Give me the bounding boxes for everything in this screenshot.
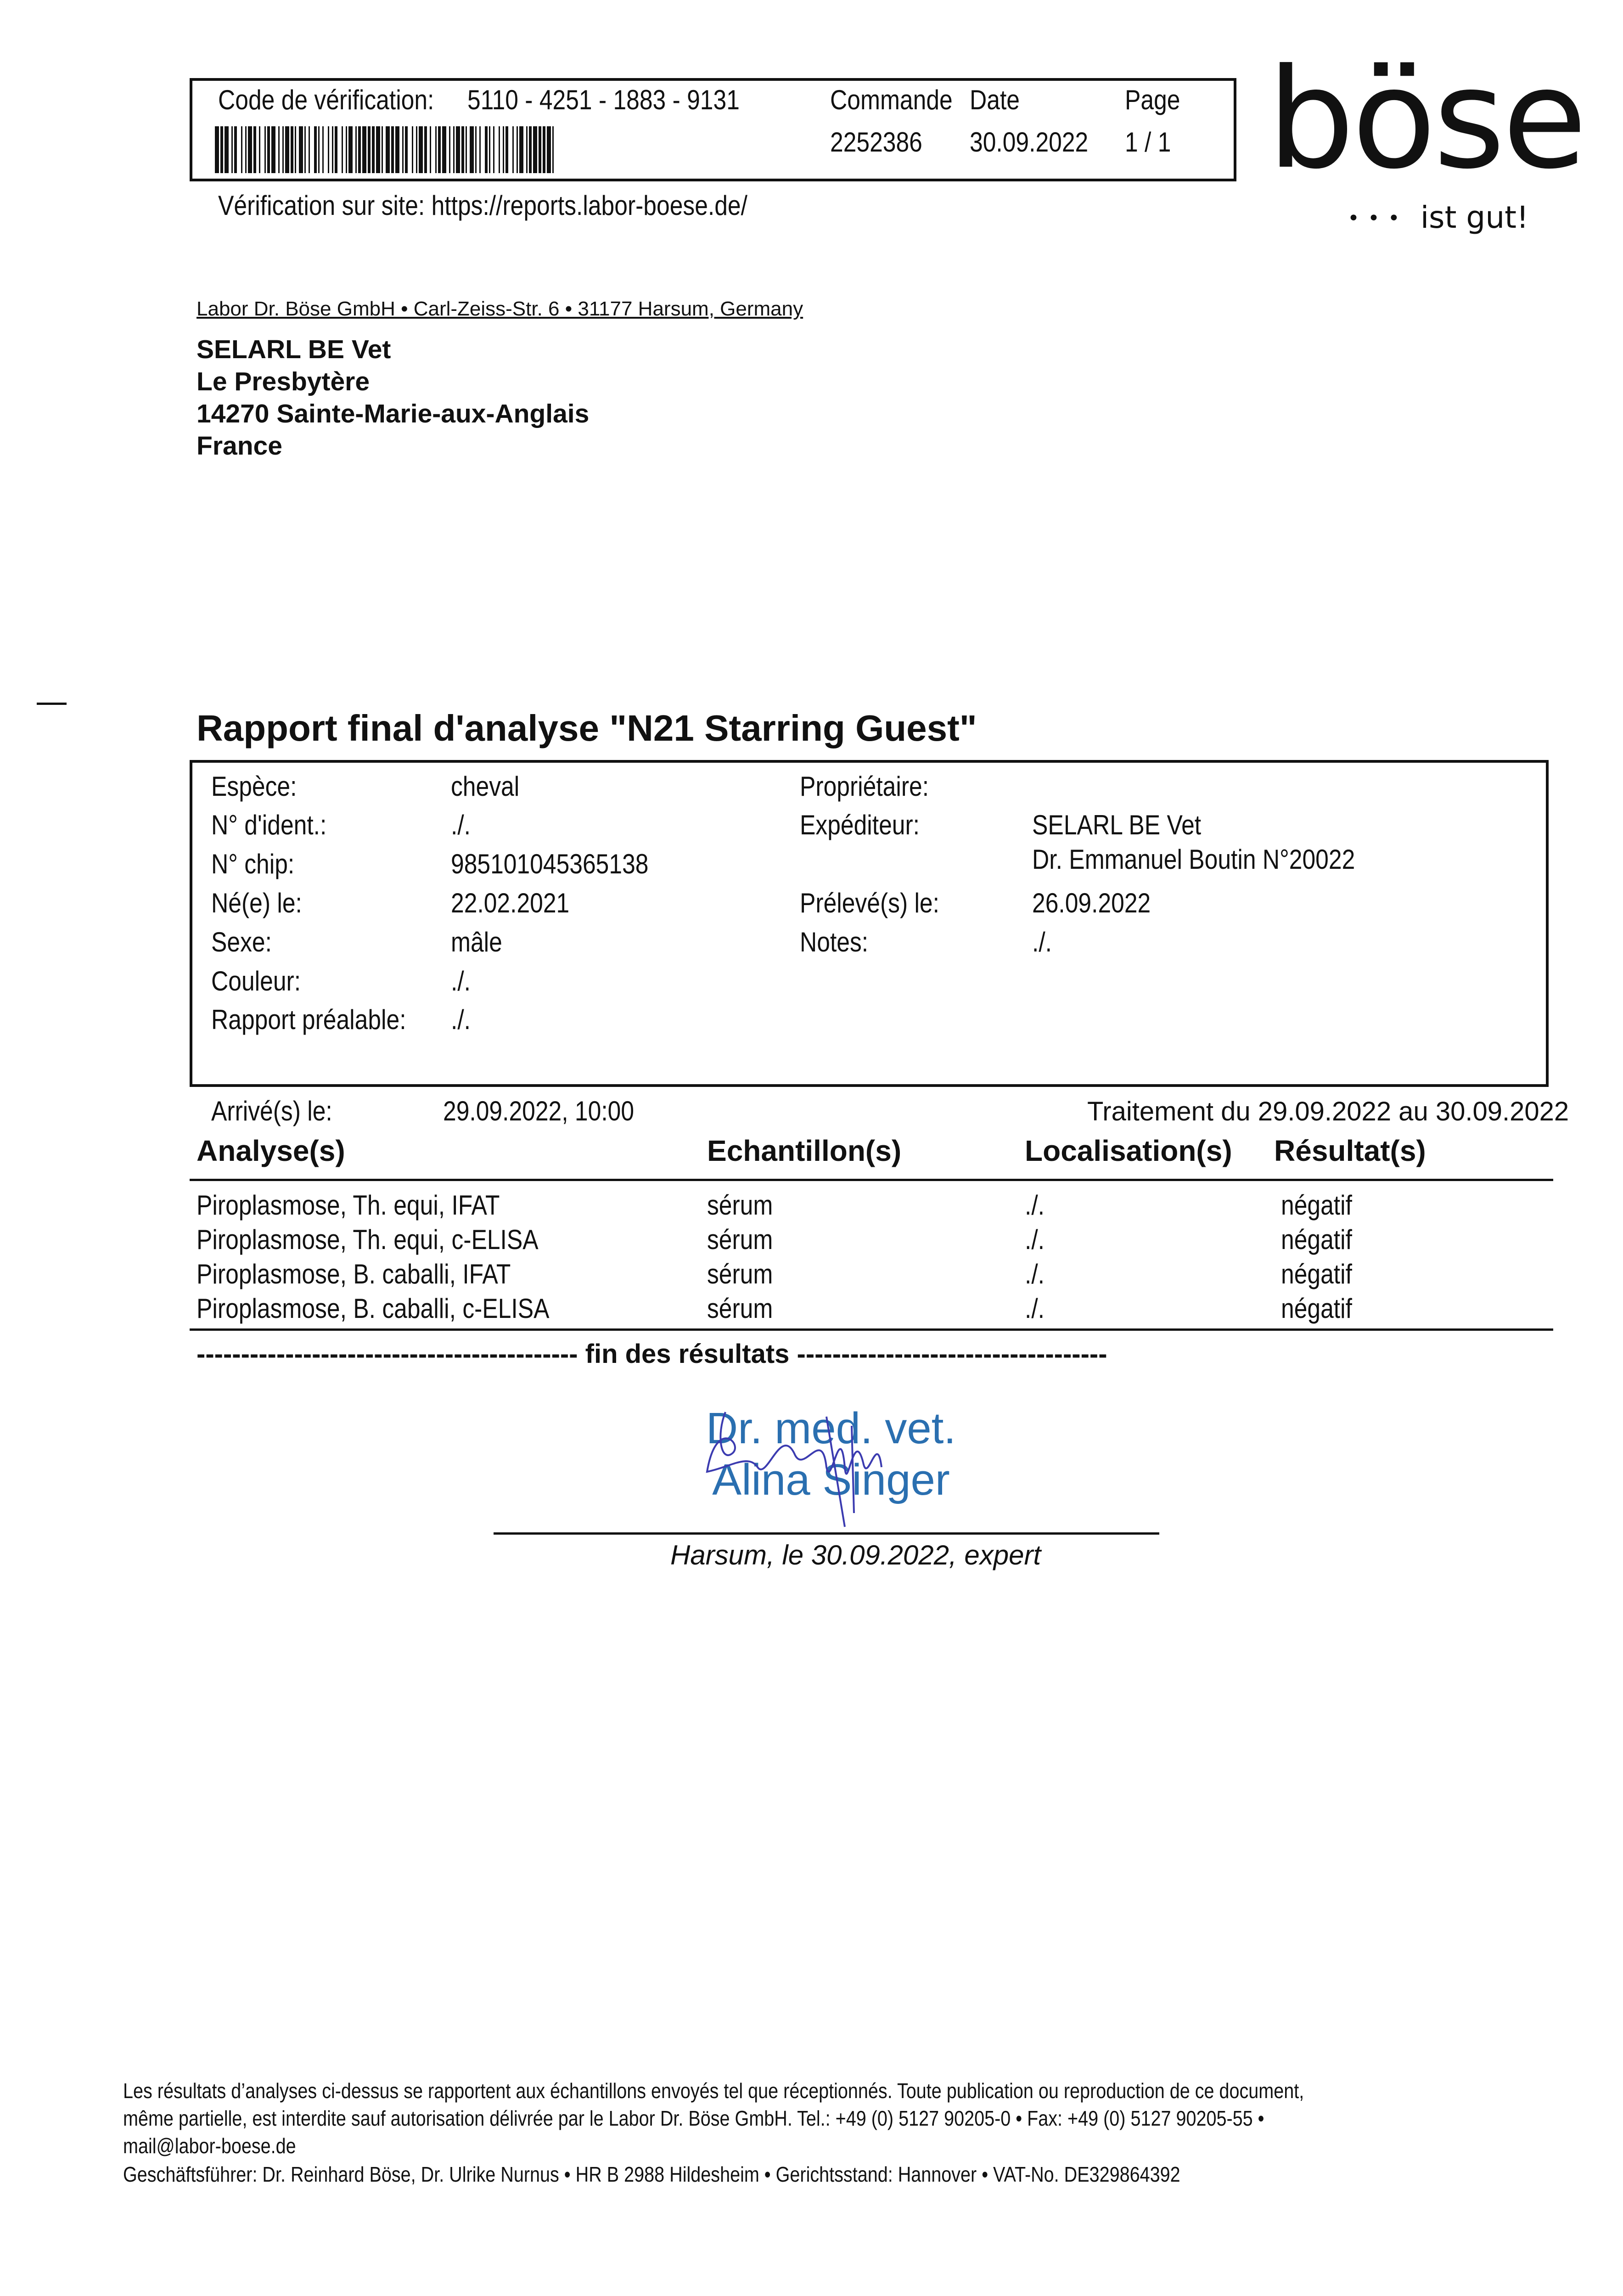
fold-mark: [37, 703, 67, 705]
chip-value: 985101045365138: [451, 849, 649, 879]
born-value: 22.02.2021: [451, 888, 570, 918]
table-bottom-rule: [190, 1328, 1553, 1331]
footer-email: mail@labor-boese.de: [123, 2134, 296, 2158]
verification-code-label: Code de vérification:: [218, 84, 434, 115]
sender-value: SELARL BE Vet: [1032, 810, 1202, 840]
verification-code: 5110 - 4251 - 1883 - 9131: [467, 84, 740, 115]
footer-line-2: même partielle, est interdite sauf autorisation délivrée par le Labor Dr. Böse GmbH. Tel.: +49 (0) 5127 90205-0 • Fax: +49 (0) 5127 90205-55 •: [123, 2106, 1264, 2130]
sender-address-line: Labor Dr. Böse GmbH • Carl-Zeiss-Str. 6 • 31177 Harsum, Germany: [197, 298, 803, 320]
signature-caption: Harsum, le 30.09.2022, expert: [670, 1540, 1041, 1570]
end-of-results: ------------------------------------------- fin des résultats -----------------------------------: [197, 1339, 1107, 1369]
signature-name: Alina Singer: [712, 1455, 950, 1504]
sample-cell: sérum: [707, 1259, 773, 1289]
prior-report-value: ./.: [451, 1004, 471, 1035]
col-header-sample: Echantillon(s): [707, 1134, 902, 1167]
recipient-street: Le Presbytère: [197, 367, 370, 396]
animal-info-box: [190, 760, 1549, 1087]
verification-site: Vérification sur site: https://reports.labor-boese.de/: [218, 190, 747, 221]
handwritten-signature: [689, 1398, 973, 1536]
species-value: cheval: [451, 771, 520, 802]
analysis-cell: Piroplasmose, B. caballi, IFAT: [197, 1259, 511, 1289]
color-label: Couleur:: [211, 966, 301, 996]
notes-value: ./.: [1032, 927, 1052, 957]
sample-cell: sérum: [707, 1224, 773, 1255]
ident-label: N° d'ident.:: [211, 810, 327, 840]
sex-value: mâle: [451, 927, 502, 957]
recipient-name: SELARL BE Vet: [197, 335, 391, 364]
prior-report-label: Rapport préalable:: [211, 1004, 406, 1035]
signature-title: Dr. med. vet.: [706, 1404, 956, 1453]
chip-label: N° chip:: [211, 849, 295, 879]
species-label: Espèce:: [211, 771, 297, 802]
barcode-image: [215, 126, 555, 173]
arrival-label: Arrivé(s) le:: [211, 1096, 332, 1126]
sender-label: Expéditeur:: [800, 810, 920, 840]
analysis-cell: Piroplasmose, B. caballi, c-ELISA: [197, 1293, 550, 1324]
sex-label: Sexe:: [211, 927, 272, 957]
recipient-country: France: [197, 431, 282, 461]
col-header-analysis: Analyse(s): [197, 1134, 345, 1167]
location-cell: ./.: [1025, 1259, 1045, 1289]
logo-tagline: ••• ist gut!: [1348, 200, 1529, 235]
page-number: 1 / 1: [1125, 127, 1171, 158]
date-label: Date: [970, 84, 1020, 115]
arrival-value: 29.09.2022, 10:00: [443, 1096, 635, 1126]
location-cell: ./.: [1025, 1224, 1045, 1255]
born-label: Né(e) le:: [211, 888, 302, 918]
table-header-rule: [190, 1179, 1553, 1181]
sampled-value: 26.09.2022: [1032, 888, 1151, 918]
result-cell: négatif: [1281, 1293, 1352, 1324]
boese-logo: böse: [1267, 39, 1584, 199]
footer-line-4: Geschäftsführer: Dr. Reinhard Böse, Dr. Ulrike Nurnus • HR B 2988 Hildesheim • Gerichtsstand: Hannover • VAT-No. DE329864392: [123, 2162, 1180, 2186]
page-label: Page: [1125, 84, 1180, 115]
report-title: Rapport final d'analyse "N21 Starring Guest": [197, 708, 977, 748]
sample-cell: sérum: [707, 1293, 773, 1324]
ident-value: ./.: [451, 810, 471, 840]
owner-label: Propriétaire:: [800, 771, 929, 802]
col-header-result: Résultat(s): [1274, 1134, 1426, 1167]
location-cell: ./.: [1025, 1293, 1045, 1324]
notes-label: Notes:: [800, 927, 869, 957]
col-header-location: Localisation(s): [1025, 1134, 1232, 1167]
sample-cell: sérum: [707, 1190, 773, 1221]
result-cell: négatif: [1281, 1224, 1352, 1255]
color-value: ./.: [451, 966, 471, 996]
analysis-cell: Piroplasmose, Th. equi, IFAT: [197, 1190, 500, 1221]
location-cell: ./.: [1025, 1190, 1045, 1221]
sender-doctor: Dr. Emmanuel Boutin N°20022: [1032, 844, 1355, 875]
footer-line-1: Les résultats d’analyses ci-dessus se rapportent aux échantillons envoyés tel que réceptionnés. Toute publication ou reproduction de ce document,: [123, 2079, 1304, 2103]
recipient-city: 14270 Sainte-Marie-aux-Anglais: [197, 399, 590, 428]
result-cell: négatif: [1281, 1190, 1352, 1221]
processing-period: Traitement du 29.09.2022 au 30.09.2022: [1087, 1097, 1569, 1126]
analysis-cell: Piroplasmose, Th. equi, c-ELISA: [197, 1224, 539, 1255]
sampled-label: Prélevé(s) le:: [800, 888, 939, 918]
report-date: 30.09.2022: [970, 127, 1089, 158]
order-number: 2252386: [830, 127, 922, 158]
signature-line: [494, 1532, 1159, 1535]
result-cell: négatif: [1281, 1259, 1352, 1289]
order-label: Commande: [830, 84, 953, 115]
